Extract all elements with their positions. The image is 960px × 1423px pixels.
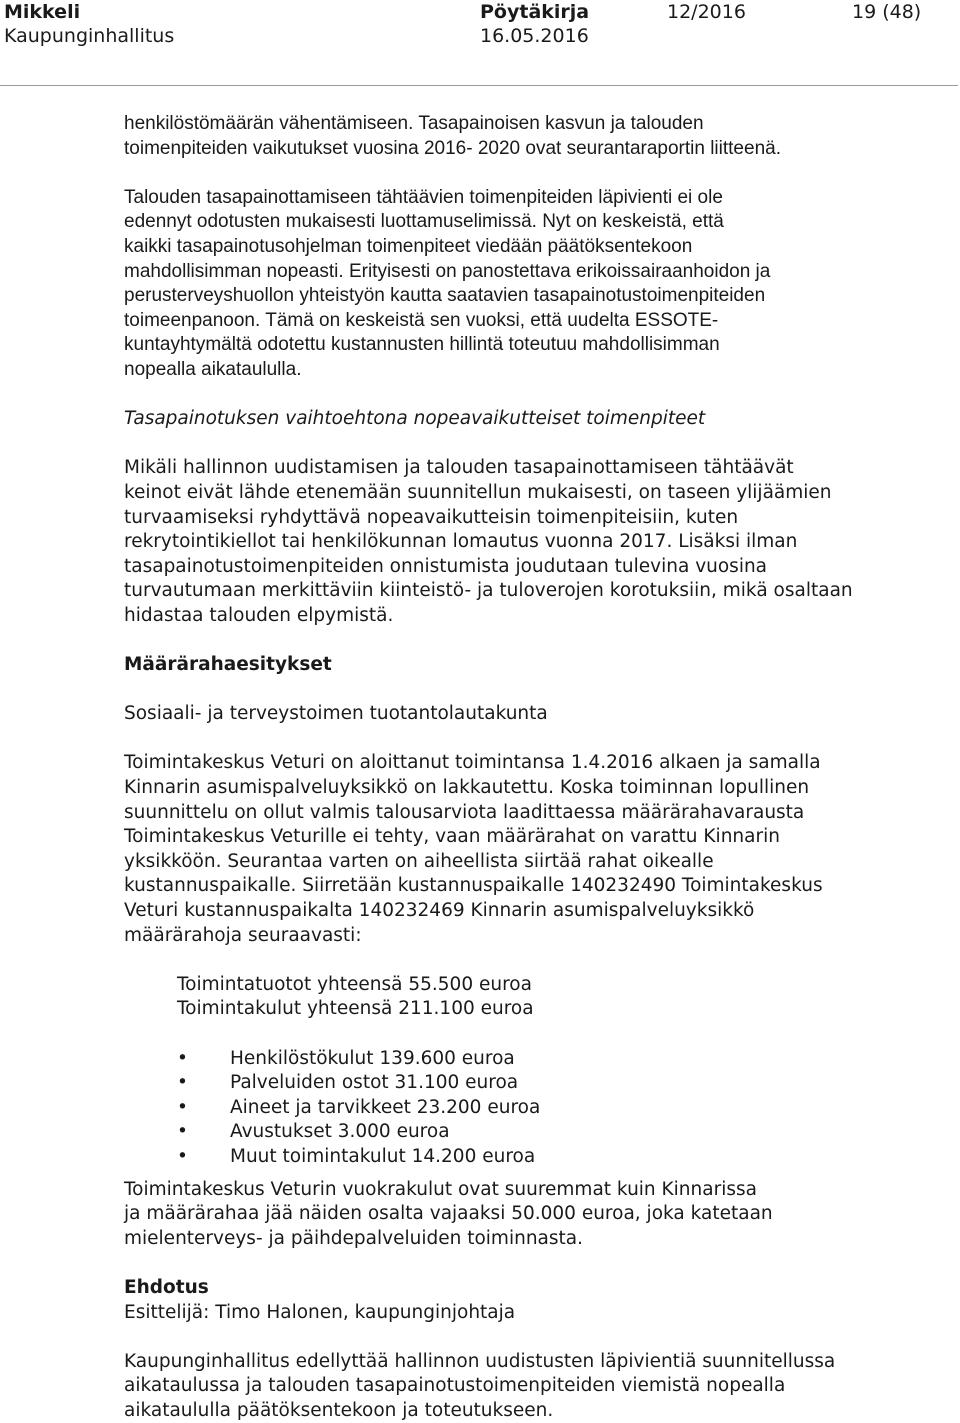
list-item-text: Muut toimintakulut 14.200 euroa: [230, 1145, 536, 1167]
line: suunnittelu on ollut valmis talousarviota laadittaessa määrärahavarausta: [124, 801, 805, 823]
list-item: [124, 1120, 924, 1145]
line: kaikki tasapainotusohjelman toimenpiteet viedään päätöksentekoon: [124, 235, 693, 257]
line: Toimintakeskus Veturin vuokrakulut ovat suuremmat kuin Kinnarissa: [124, 1178, 757, 1200]
line: tasapainotustoimenpiteiden onnistumista joudutaan tulevina vuosina: [124, 555, 768, 577]
line: nopealla aikataululla.: [124, 358, 302, 380]
bullet-icon: •: [177, 1072, 188, 1094]
section-heading-appropriations: Määrärahaesitykset: [124, 654, 332, 676]
total-income: Toimintatuotot yhteensä 55.500 euroa: [177, 973, 532, 995]
paragraph-1: [124, 112, 924, 161]
line: mahdollisimman nopeasti. Erityisesti on panostettava erikoissairaanhoidon ja: [124, 260, 771, 282]
line: kuntayhtymältä odotettu kustannusten hillintä toteutuu mahdollisimman: [124, 334, 720, 356]
bullet-icon: •: [177, 1096, 188, 1118]
meeting-date: 16.05.2016: [480, 25, 589, 47]
line: aikataululla päätöksentekoon ja toteutukseen.: [124, 1399, 554, 1421]
line: toimeenpanoon. Tämä on keskeistä sen vuoksi, että uudelta ESSOTE-: [124, 309, 719, 331]
subheading-committee: Sosiaali- ja terveystoimen tuotantolautakunta: [124, 703, 548, 725]
totals-block: [124, 973, 924, 1022]
minutes-number: 12/2016: [667, 1, 746, 23]
header-divider: [0, 85, 958, 86]
bullet-icon: •: [177, 1145, 188, 1167]
document-type: Pöytäkirja: [480, 1, 590, 23]
line: rekrytointikiellot tai henkilökunnan lomautus vuonna 2017. Lisäksi ilman: [124, 531, 798, 553]
paragraph-3: [124, 456, 924, 628]
line: Veturi kustannuspaikalta 140232469 Kinnarin asumispalveluyksikkö: [124, 900, 755, 921]
page-header: [0, 0, 960, 88]
page-number: 19 (48): [852, 1, 922, 23]
line: hidastaa talouden elpymistä.: [124, 604, 394, 626]
bullet-icon: •: [177, 1121, 188, 1143]
line: kustannuspaikalle. Siirretään kustannuspaikalle 140232490 Toimintakeskus: [124, 875, 823, 897]
line: turvautumaan merkittäviin kiinteistö- ja tuloverojen korotuksiin, mikä osaltaan: [124, 580, 853, 602]
line: yksikköön. Seurantaa varten on aiheellista siirtää rahat oikealle: [124, 850, 714, 872]
line: Toimintakeskus Veturi on aloittanut toimintansa 1.4.2016 alkaen ja samalla: [124, 752, 821, 774]
paragraph-5: [124, 1178, 924, 1252]
proposal-heading: Ehdotus: [124, 1276, 209, 1298]
line: Toimintakeskus Veturille ei tehty, vaan määrärahat on varattu Kinnarin: [124, 826, 780, 848]
list-item-text: Palveluiden ostot 31.100 euroa: [230, 1072, 519, 1094]
list-item: [124, 1145, 924, 1170]
list-item-text: Avustukset 3.000 euroa: [230, 1121, 450, 1143]
document-body: [124, 112, 924, 1423]
list-item-text: Henkilöstökulut 139.600 euroa: [230, 1047, 515, 1069]
list-item: [124, 1071, 924, 1096]
line: Kinnarin asumispalveluyksikkö on lakkautettu. Koska toiminnan lopullinen: [124, 777, 810, 799]
bullet-icon: •: [177, 1047, 188, 1069]
line: aikataulussa ja talouden tasapainotustoimenpiteiden viemistä nopealla: [124, 1375, 786, 1397]
line: ja määrärahaa jää näiden osalta vajaaksi 50.000 euroa, joka katetaan: [124, 1203, 773, 1225]
paragraph-4: [124, 751, 924, 948]
list-item: [124, 1047, 924, 1072]
line: toimenpiteiden vaikutukset vuosina 2016- 2020 ovat seurantaraportin liitteenä.: [124, 137, 781, 159]
list-item: [124, 1096, 924, 1121]
line: mielenterveys- ja päihdepalveluiden toiminnasta.: [124, 1227, 583, 1249]
body-name: Kaupunginhallitus: [4, 25, 175, 47]
list-item-text: Aineet ja tarvikkeet 23.200 euroa: [230, 1096, 541, 1118]
paragraph-2: [124, 186, 924, 383]
line: Kaupunginhallitus edellyttää hallinnon uudistusten läpivientiä suunnitellussa: [124, 1350, 836, 1372]
total-expenses: Toimintakulut yhteensä 211.100 euroa: [177, 998, 534, 1020]
line: edennyt odotusten mukaisesti luottamuselimissä. Nyt on keskeistä, että: [124, 211, 724, 233]
expense-breakdown-list: [124, 1047, 924, 1170]
line: Talouden tasapainottamiseen tähtäävien toimenpiteiden läpivienti ei ole: [124, 186, 723, 208]
paragraph-6: [124, 1350, 924, 1423]
municipality-name: Mikkeli: [4, 1, 81, 23]
line: Mikäli hallinnon uudistamisen ja talouden tasapainottamiseen tähtäävät: [124, 457, 794, 479]
presenter-line: Esittelijä: Timo Halonen, kaupunginjohtaja: [124, 1301, 516, 1323]
section-heading-alternatives: Tasapainotuksen vaihtoehtona nopeavaikutteiset toimenpiteet: [124, 408, 706, 430]
line: henkilöstömäärän vähentämiseen. Tasapainoisen kasvun ja talouden: [124, 113, 704, 134]
line: turvaamiseksi ryhdyttävä nopeavaikutteisin toimenpiteisiin, kuten: [124, 506, 739, 528]
line: määrärahoja seuraavasti:: [124, 924, 362, 946]
line: keinot eivät lähde etenemään suunnitellun mukaisesti, on taseen ylijäämien: [124, 481, 832, 503]
line: perusterveyshuollon yhteistyön kautta saatavien tasapainotustoimenpiteiden: [124, 285, 766, 307]
